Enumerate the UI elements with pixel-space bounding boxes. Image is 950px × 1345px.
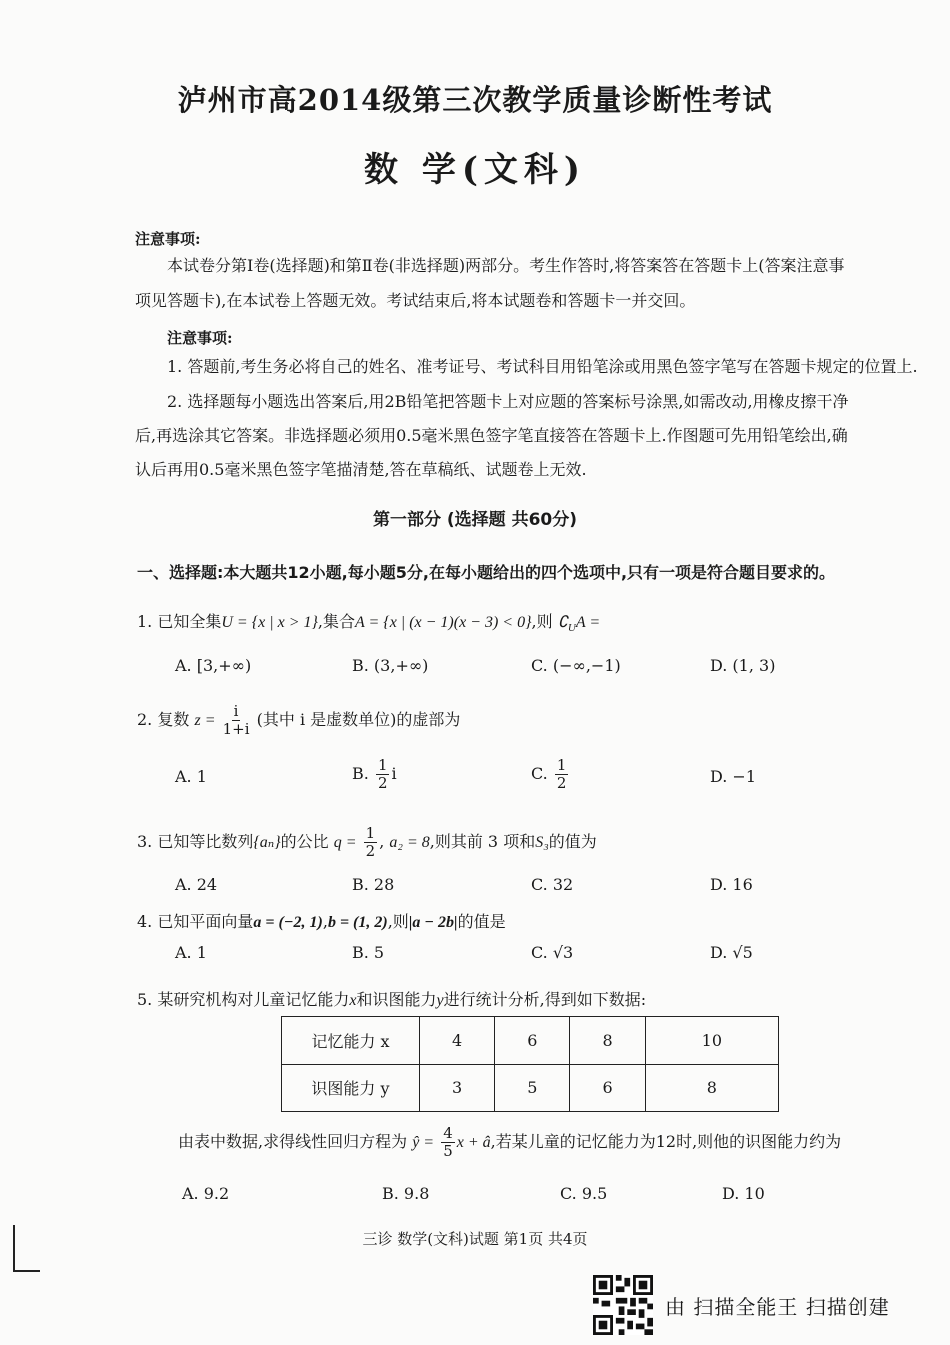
section-title: 第一部分 (选择题 共60分): [372, 510, 578, 530]
q1-set-u: U = {x | x > 1}: [221, 614, 318, 631]
table-cell: 3: [420, 1064, 495, 1112]
q2-option-c: C. $\frac{1}{2}$: [531, 756, 567, 792]
q1-option-b: B. (3,+∞): [352, 656, 429, 675]
page-footer: 三诊 数学(文科)试题 第1页 共4页: [362, 1230, 588, 1248]
q3-number: 3.: [137, 832, 153, 851]
q4-option-c: C. √3: [531, 943, 574, 962]
q5-option-c: C. 9.5: [560, 1184, 608, 1203]
corner-crop-mark: [13, 1225, 40, 1272]
q2-option-b: B. $\frac{1}{2}$ i: [352, 756, 397, 792]
q5-number: 5.: [137, 990, 153, 1009]
question-4: 4. 已知平面向量a = (−2, 1),b = (1, 2),则|a − 2b|的值是: [137, 912, 506, 931]
q2-text-2: (其中 i 是虚数单位)的虚部为: [256, 710, 461, 729]
table-cell: 10: [645, 1017, 778, 1065]
notice-heading: 注意事项:: [135, 230, 201, 248]
q1-complement: $∁_UA$ =: [557, 614, 601, 635]
q2-option-d: D. −1: [710, 767, 757, 786]
q1-text-1: 已知全集: [157, 612, 222, 631]
q3-option-c: C. 32: [531, 875, 574, 894]
q1-text-3: ,则: [531, 612, 553, 631]
q3-option-a: A. 24: [175, 875, 218, 894]
q1-text-2: ,集合: [317, 612, 356, 631]
section-intro: 一、选择题:本大题共12小题,每小题5分,在每小题给出的四个选项中,只有一项是符合题目要求的。: [137, 563, 836, 582]
q4-number: 4.: [137, 912, 153, 931]
q1-option-a: A. [3,+∞): [175, 656, 252, 675]
q2-fraction: $\frac{i}{1+i}$: [222, 702, 250, 738]
notice-paragraph-line1: 本试卷分第Ⅰ卷(选择题)和第Ⅱ卷(非选择题)两部分。考生作答时,将答案答在答题卡上(答案注意事: [167, 256, 845, 275]
notice-paragraph-line2: 项见答题卡),在本试卷上答题无效。考试结束后,将本试题卷和答题卡一并交回。: [135, 291, 696, 310]
q1-option-d: D. (1, 3): [710, 656, 776, 675]
q2-number: 2.: [137, 710, 153, 729]
data-table: [281, 1016, 779, 1112]
q1-set-a: A = {x | (x − 1)(x − 3) < 0}: [355, 614, 532, 631]
notice-item-2-line3: 认后再用0.5毫米黑色签字笔描清楚,答在草稿纸、试题卷上无效.: [135, 460, 587, 479]
table-row: [282, 1064, 779, 1112]
notice-item-2-line1: 2. 选择题每小题选出答案后,用2B铅笔把答题卡上对应题的答案标号涂黑,如需改动,用橡皮擦干净: [167, 392, 849, 411]
scanner-watermark: 由 扫描全能王 扫描创建: [665, 1295, 890, 1319]
q4-option-d: D. √5: [710, 943, 753, 962]
question-3: 3. 已知等比数列{aₙ}的公比 q = $\frac{1}{2}$ , a₂ = 8,则其前 3 项和S₃的值为: [137, 824, 597, 860]
subject-title: 数 学(文科): [363, 150, 586, 190]
q1-option-c: C. (−∞,−1): [531, 656, 621, 675]
q5-option-a: A. 9.2: [182, 1184, 230, 1203]
q4-option-a: A. 1: [175, 943, 207, 962]
question-1: [137, 609, 600, 634]
table-cell: 5: [495, 1064, 570, 1112]
notice-item-2-line2: 后,再选涂其它答案。非选择题必须用0.5毫米黑色签字笔直接答在答题卡上.作图题可先用铅笔绘出,确: [135, 426, 848, 445]
q4-option-b: B. 5: [352, 943, 385, 962]
table-cell: 6: [570, 1064, 645, 1112]
table-cell: 8: [570, 1017, 645, 1065]
table-cell: 8: [645, 1064, 778, 1112]
q3-option-d: D. 16: [710, 875, 753, 894]
table-cell: 4: [420, 1017, 495, 1065]
exam-title: 泸州市高2014级第三次教学质量诊断性考试: [177, 83, 773, 117]
table-row-label: 识图能力 y: [282, 1064, 420, 1112]
q5-option-b: B. 9.8: [382, 1184, 430, 1203]
q5-regression-text: 由表中数据,求得线性回归方程为 ŷ = $\frac{4}{5}$ x + â,若某儿童的记忆能力为12时,则他的识图能力约为: [178, 1124, 842, 1160]
table-cell: 6: [495, 1017, 570, 1065]
table-row-label: 记忆能力 x: [282, 1017, 420, 1065]
qr-code-icon: [593, 1275, 653, 1335]
notice-heading-2: 注意事项:: [167, 329, 233, 347]
q2-z: z =: [194, 712, 216, 729]
notice-item-1: 1. 答题前,考生务必将自己的姓名、准考证号、考试科目用铅笔涂或用黑色签字笔写在答题卡规定的位置上.: [167, 357, 918, 376]
q2-option-a: A. 1: [175, 767, 207, 786]
q2-text-1: 复数: [157, 710, 190, 729]
q5-option-d: D. 10: [722, 1184, 765, 1203]
q1-number: 1.: [137, 612, 153, 631]
table-row: [282, 1017, 779, 1065]
question-2: [137, 703, 460, 738]
q3-option-b: B. 28: [352, 875, 395, 894]
question-5: 5. 某研究机构对儿童记忆能力x和识图能力y进行统计分析,得到如下数据:: [137, 990, 647, 1009]
